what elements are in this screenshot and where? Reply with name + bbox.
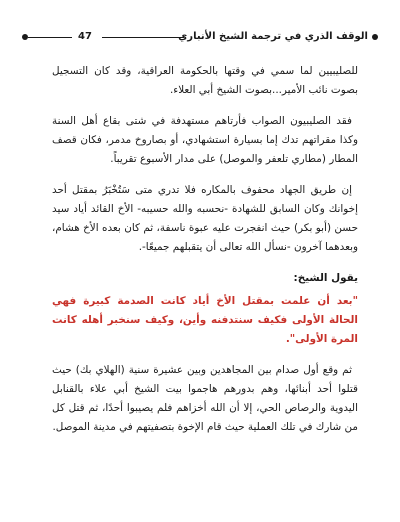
header-dot-right <box>372 34 378 40</box>
running-title: الوقف الذري في ترجمة الشيخ الأنباري <box>178 31 368 42</box>
page-body <box>52 62 358 449</box>
paragraph-2: فقد الصليبيون الصواب فأرتاهم مستهدفة في شتى بقاع أهل السنة وكذا مقراتهم تدك إما بسيارة استشهادي، أو بصاروخ مدمر، فكان قصف المطار (مطاري تلعفر والموصل) على مدار الأسبوع تقريباً. <box>52 115 358 165</box>
subheading: يقول الشيخ: <box>293 272 358 284</box>
page-header <box>22 30 378 44</box>
header-rule-left <box>28 37 72 38</box>
header-rule-right <box>102 37 184 38</box>
quote: "بعد أن علمت بمقتل الأخ أياد كانت الصدمة كبيرة فهي الحالة الأولى فكيف سنتدفنه وأين، وكيف سنخبر أهله كانت المرة الأولى". <box>52 295 358 345</box>
page-number: 47 <box>78 31 92 42</box>
paragraph-1: للصليبيين لما سمي في وقتها بالحكومة العراقية، وقد كان التسجيل بصوت نائب الأمير...بصوت الشيخ أبي العلاء. <box>52 65 358 96</box>
paragraph-4: ثم وقع أول صدام بين المجاهدين وبين عشيرة سنية (الهلاي بك) حيث قتلوا أحد أبنائها، وهم بدورهم هاجموا بيت الشيخ أبي علاء بالقنابل اليدوية والرصاص الحي، إلا أن الله أخزاهم فلم يصيبوا أحدًا، ثم قتل كل من شارك في تلك العملية حيث قام الإخوة بتصفيتهم في مدينة الموصل. <box>52 364 358 433</box>
paragraph-3: إن طريق الجهاد محفوف بالمكاره فلا تدري متى سَتُخْبَرُ بمقتل أحد إخوانك وكان السابق للشهادة -نحسبه والله حسيبه- الأخ القائد أياد سيد حسن (أبو بكر) حيث انفجرت عليه عبوة ناسفة، ثم كان بعده الأخ هشام، وبعدهما آخرون -نسأل الله تعالى أن يتقبلهم جميعًا-. <box>52 184 358 253</box>
